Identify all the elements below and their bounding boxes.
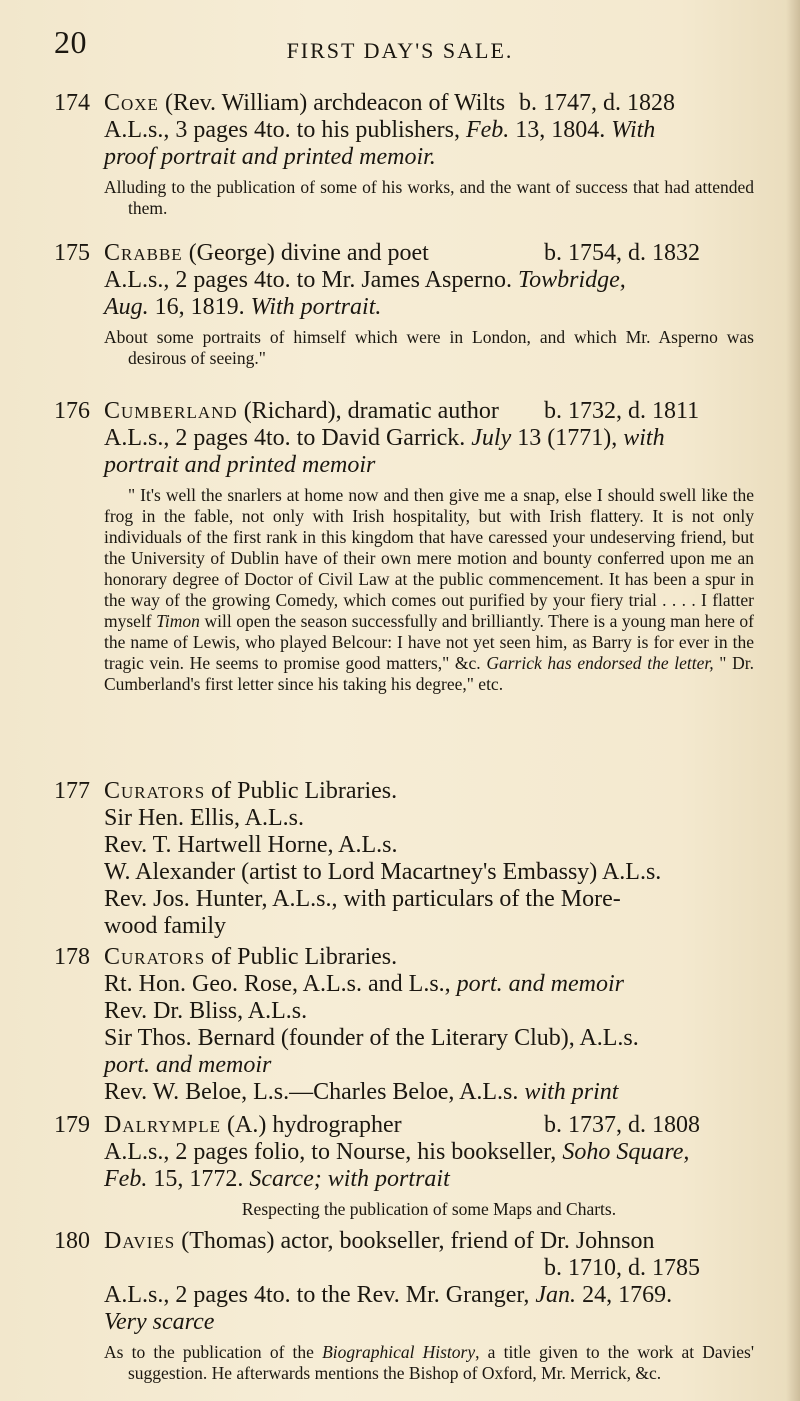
detail-italic: Feb. bbox=[465, 117, 510, 143]
line-text: Rev. W. Beloe, L.s.—Charles Beloe, A.L.s. bbox=[104, 1079, 525, 1105]
line-italic: with print bbox=[524, 1079, 619, 1105]
lot-178 bbox=[54, 944, 754, 1106]
page-number: 20 bbox=[54, 24, 87, 60]
lot-description: (Thomas) actor, bookseller, friend of Dr. Johnson bbox=[175, 1228, 655, 1254]
lot-number: 175 bbox=[54, 240, 90, 266]
lot-179 bbox=[54, 1112, 754, 1220]
detail-italic: With portrait. bbox=[250, 294, 382, 320]
lot-number: 174 bbox=[54, 90, 90, 116]
lot-name: Davies bbox=[104, 1228, 176, 1254]
lot-details bbox=[54, 1139, 754, 1166]
lot-description: (A.) hydrographer bbox=[221, 1112, 402, 1138]
detail-text: A.L.s., 3 pages 4to. to his publishers, bbox=[104, 117, 466, 143]
lot-name: Coxe bbox=[104, 90, 159, 116]
lot-note bbox=[54, 177, 754, 219]
detail-text: 24, 1769. bbox=[576, 1282, 673, 1308]
lot-heading bbox=[54, 944, 754, 971]
line-italic: port. and memoir bbox=[456, 971, 624, 997]
quote-part: " Dr. Cumberland's first letter since his taking his degree," etc. bbox=[104, 653, 754, 694]
detail-italic: portrait and printed memoir bbox=[104, 452, 376, 478]
quote-text bbox=[104, 485, 754, 695]
detail-italic: With bbox=[611, 117, 656, 143]
lot-details-2 bbox=[54, 1309, 754, 1336]
lot-description: (Rev. William) archdeacon of Wilts bbox=[158, 90, 506, 116]
lot-description: of Public Libraries. bbox=[205, 944, 398, 970]
page-edge-shadow bbox=[786, 0, 800, 1401]
lot-177 bbox=[54, 778, 754, 940]
lot-174 bbox=[54, 90, 754, 219]
lot-note bbox=[54, 1342, 754, 1384]
lot-line bbox=[54, 1079, 754, 1106]
lot-details bbox=[54, 1282, 754, 1309]
lot-line: wood family bbox=[104, 913, 226, 939]
lot-details-2 bbox=[54, 294, 754, 321]
lot-heading bbox=[54, 1112, 754, 1139]
line-text: Rt. Hon. Geo. Rose, A.L.s. and L.s., bbox=[104, 971, 457, 997]
detail-italic: Towbridge, bbox=[517, 267, 626, 293]
lot-details-2 bbox=[54, 144, 754, 171]
detail-italic: Very scarce bbox=[104, 1309, 215, 1335]
lot-line: Sir Hen. Ellis, A.L.s. bbox=[104, 805, 305, 831]
quote-italic: Timon bbox=[156, 611, 200, 631]
quote-part: will open the season successfully and brilliantly. There is a young man here of the name of Lewis, who played Belcour: I have not yet seen him, as Barry is for ever in the tragic vein. He seems to promise good matters," &c. bbox=[104, 611, 754, 673]
lot-name: Curators bbox=[104, 778, 206, 804]
detail-text: A.L.s., 2 pages folio, to Nourse, his bookseller, bbox=[104, 1139, 563, 1165]
detail-text: 16, 1819. bbox=[148, 294, 251, 320]
detail-italic: Scarce; with portrait bbox=[249, 1166, 450, 1192]
detail-text: A.L.s., 2 pages 4to. to David Garrick. bbox=[104, 425, 472, 451]
lot-line bbox=[54, 1052, 754, 1079]
lot-name: Cumberland bbox=[104, 398, 238, 424]
lot-description: of Public Libraries. bbox=[205, 778, 398, 804]
detail-italic: July bbox=[471, 425, 512, 451]
quote-italic: Garrick has endorsed the letter, bbox=[486, 653, 714, 673]
lot-heading bbox=[54, 90, 754, 117]
lot-180 bbox=[54, 1228, 754, 1384]
lot-dates: b. 1747, d. 1828 bbox=[519, 90, 675, 116]
detail-text: 15, 1772. bbox=[147, 1166, 250, 1192]
detail-text: 13 (1771), bbox=[511, 425, 624, 451]
running-head: FIRST DAY'S SALE. bbox=[286, 38, 514, 63]
lot-line: Rev. Jos. Hunter, A.L.s., with particulars of the More- bbox=[104, 886, 621, 912]
detail-italic: with bbox=[623, 425, 665, 451]
lot-details-2 bbox=[54, 452, 754, 479]
detail-italic: Soho Square, bbox=[562, 1139, 690, 1165]
detail-italic: Feb. bbox=[104, 1166, 148, 1192]
lot-description: (Richard), dramatic author bbox=[237, 398, 499, 424]
lot-dates-row bbox=[54, 1255, 754, 1282]
lot-number: 177 bbox=[54, 778, 90, 804]
note-italic: Biographical History bbox=[322, 1342, 476, 1362]
lot-line: W. Alexander (artist to Lord Macartney's Embassy) A.L.s. bbox=[104, 859, 662, 885]
lot-quote bbox=[54, 485, 754, 695]
detail-text: 13, 1804. bbox=[509, 117, 612, 143]
lot-details bbox=[54, 267, 754, 294]
lot-175 bbox=[54, 240, 754, 369]
note-text: Respecting the publication of some Maps and Charts. bbox=[241, 1199, 617, 1219]
lot-number: 179 bbox=[54, 1112, 90, 1138]
lot-heading bbox=[54, 398, 754, 425]
lot-heading bbox=[54, 240, 754, 267]
lot-line: Rev. Dr. Bliss, A.L.s. bbox=[104, 998, 308, 1024]
lot-176 bbox=[54, 398, 754, 695]
lot-dates: b. 1732, d. 1811 bbox=[544, 398, 700, 424]
lot-name: Curators bbox=[104, 944, 206, 970]
detail-text: A.L.s., 2 pages 4to. to the Rev. Mr. Granger, bbox=[104, 1282, 536, 1308]
lot-details bbox=[54, 117, 754, 144]
lot-details-2 bbox=[54, 1166, 754, 1193]
detail-italic: Aug. bbox=[104, 294, 149, 320]
lot-dates: b. 1737, d. 1808 bbox=[544, 1112, 700, 1138]
detail-italic: proof portrait and printed memoir. bbox=[104, 144, 436, 170]
note-text bbox=[104, 1342, 754, 1384]
note-part: , a title given to the work at Davies' suggestion. He afterwards mentions the Bishop of Oxford, Mr. Merrick, &c. bbox=[128, 1342, 754, 1383]
quote-part: " It's well the snarlers at home now and then give me a snap, else I should swell like the frog in the fable, not only with Irish hospitality, but with Irish flattery. It is not only individuals of the first rank in this kingdom that have caressed your undeserving friend, but the University of Dublin have of their own mere motion and bounty conferred upon me an honorary degree of Doctor of Civil Law at the public commencement. It has been a spur in the way of the growing Comedy, which comes out purified by your fiery trial . . . . I flatter myself bbox=[104, 485, 754, 631]
lot-name: Crabbe bbox=[104, 240, 183, 266]
lot-line: Rev. T. Hartwell Horne, A.L.s. bbox=[104, 832, 398, 858]
detail-text: A.L.s., 2 pages 4to. to Mr. James Asperno. bbox=[104, 267, 518, 293]
note-text: Alluding to the publication of some of his works, and the want of success that had attended them. bbox=[104, 177, 754, 218]
lot-line: Sir Thos. Bernard (founder of the Literary Club), A.L.s. bbox=[104, 1025, 639, 1051]
lot-number: 176 bbox=[54, 398, 90, 424]
lot-description: (George) divine and poet bbox=[182, 240, 429, 266]
detail-italic: Jan. bbox=[535, 1282, 577, 1308]
lot-line bbox=[54, 971, 754, 998]
lot-dates: b. 1754, d. 1832 bbox=[544, 240, 700, 266]
lot-number: 178 bbox=[54, 944, 90, 970]
note-text: About some portraits of himself which were in London, and which Mr. Asperno was desirous of seeing." bbox=[104, 327, 754, 368]
lot-dates: b. 1710, d. 1785 bbox=[544, 1255, 700, 1281]
lot-name: Dalrymple bbox=[104, 1112, 222, 1138]
lot-heading bbox=[54, 778, 754, 805]
lot-note bbox=[54, 1199, 754, 1220]
note-part: As to the publication of the bbox=[104, 1342, 323, 1362]
line-italic: port. and memoir bbox=[104, 1052, 272, 1078]
lot-number: 180 bbox=[54, 1228, 90, 1254]
lot-note bbox=[54, 327, 754, 369]
lot-details bbox=[54, 425, 754, 452]
lot-heading bbox=[54, 1228, 754, 1255]
